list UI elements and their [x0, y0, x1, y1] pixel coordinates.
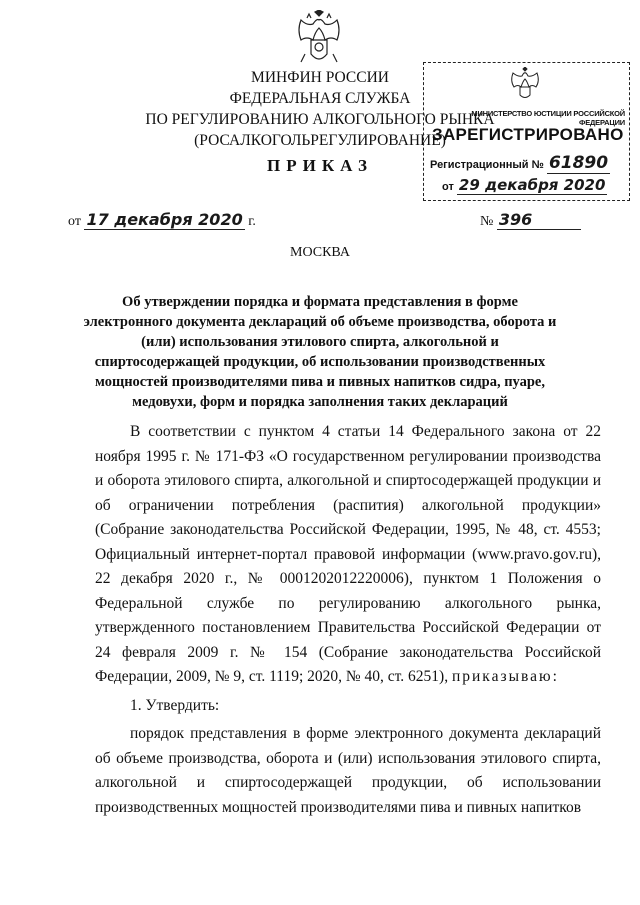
preamble-text: В соответствии с пунктом 4 статьи 14 Федерального закона от 22 ноября 1995 г. № 171-ФЗ «О государственном регулировании производства и оборота этилового спирта, алкогольной и спиртосодержащей продукции и об ограничении потребления (распития) алкогольной продукции» (Собрание законодательства Российской Федерации, 1995, № 48, ст. 4553; Официальный интернет-портал правовой информации (www.pravo.gov.ru), 22 декабря 2020 г., № 0001202012220006), пунктом 1 Положения о Федеральной службе по регулированию алкогольного рынка, утвержденного постановлением Правительства Российской Федерации от 24 февраля 2009 г. № 154 (Собрание законодательства Российской Федерации, 2009, № 9, ст. 1119; 2020, № 40, ст. 6251),	[95, 423, 601, 685]
list-item-1: 1. Утвердить:	[130, 696, 220, 714]
registration-stamp	[423, 62, 630, 201]
stamp-ministry-text: МИНИСТЕРСТВО ЮСТИЦИИ РОССИЙСКОЙ ФЕДЕРАЦИИ	[471, 109, 625, 127]
ministry-name-line: МИНФИН РОССИИ	[251, 69, 389, 86]
stamp-date-handwritten: 29 декабря 2020	[458, 176, 606, 194]
order-number-label: №	[480, 214, 494, 229]
stamp-registration-date	[442, 176, 627, 194]
document-title: Об утверждении порядка и формата представления в форме электронного документа деклараций об объеме производства, оборота и (или) использования этилового спирта, алкогольной и спиртосодержащей продукции, об использовании производственных мощностей производителями пива и пивных напитков сидра, пуаре, медовухи, форм и порядка заполнения таких деклараций	[83, 294, 557, 410]
order-number	[480, 210, 581, 230]
service-scope-line: ПО РЕГУЛИРОВАНИЮ АЛКОГОЛЬНОГО РЫНКА	[145, 111, 495, 128]
order-heading: ПРИКАЗ	[267, 156, 373, 175]
stamp-eagle-icon	[508, 67, 542, 101]
service-name-line: ФЕДЕРАЛЬНАЯ СЛУЖБА	[229, 90, 411, 107]
order-date-handwritten: 17 декабря 2020	[86, 210, 243, 229]
body-paragraph-2: порядок представления в форме электронного документа деклараций об объеме производства, оборота и (или) использования этилового спирта, алкогольной и спиртосодержащей продукции, об использовании производственных мощностей производителями пива и пивных напитков	[95, 725, 601, 816]
stamp-reg-label: Регистрационный №	[430, 159, 544, 171]
order-date-prefix: от	[68, 214, 81, 229]
order-date-suffix: г.	[248, 214, 256, 229]
document-body	[95, 420, 601, 820]
order-verb: приказываю:	[451, 668, 559, 685]
preamble-paragraph	[95, 420, 601, 690]
order-number-handwritten: 396	[497, 210, 581, 230]
order-date	[68, 210, 256, 230]
order-city: МОСКВА	[290, 245, 350, 260]
coat-of-arms-emblem-icon	[293, 10, 345, 66]
stamp-registration-number	[430, 153, 625, 173]
stamp-reg-number-handwritten: 61890	[548, 153, 609, 173]
stamp-registered-text: ЗАРЕГИСТРИРОВАНО	[432, 125, 624, 144]
stamp-date-label: от	[442, 181, 454, 193]
service-abbrev-line: (РОСАЛКОГОЛЬРЕГУЛИРОВАНИЕ)	[194, 132, 446, 149]
